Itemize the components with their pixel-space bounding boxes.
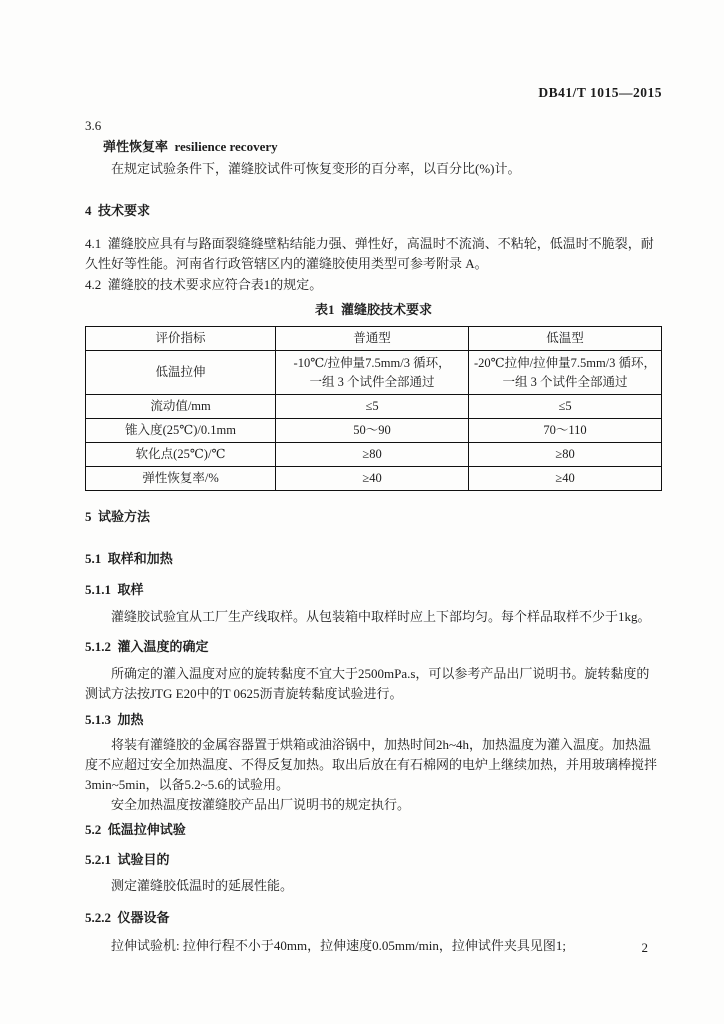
cell-ordinary: 50～90 xyxy=(276,419,469,443)
cell-criteria: 锥入度(25℃)/0.1mm xyxy=(86,419,276,443)
table-row-penetration xyxy=(86,419,662,443)
table-row-low-temp-tension xyxy=(86,351,662,395)
paragraph-3-6-definition: 在规定试验条件下，灌缝胶试件可恢复变形的百分率，以百分比(%)计。 xyxy=(111,161,521,176)
document-code: DB41/T 1015—2015 xyxy=(538,85,662,100)
cell-line: -10℃/拉伸量7.5mm/3 循环， xyxy=(293,355,451,370)
table-row-softening-point xyxy=(86,443,662,467)
table-header-ordinary-type: 普通型 xyxy=(276,327,469,351)
cell-criteria: 弹性恢复率/% xyxy=(86,467,276,491)
table-row-resilience-rate xyxy=(86,467,662,491)
paragraph-5-1-1: 灌缝胶试验宜从工厂生产线取样。从包装箱中取样时应上下部均匀。每个样品取样不少于1kg。 xyxy=(111,609,651,624)
paragraph-4-2: 4.2 灌缝胶的技术要求应符合表1的规定。 xyxy=(85,277,323,292)
section-5-2-heading: 5.2 低温拉伸试验 xyxy=(85,822,186,837)
table-header-lowtemp-type: 低温型 xyxy=(469,327,662,351)
page-number: 2 xyxy=(641,940,648,955)
cell-criteria: 低温拉伸 xyxy=(86,351,276,395)
cell-criteria: 流动值/mm xyxy=(86,395,276,419)
cell-lowtemp: ≤5 xyxy=(469,395,662,419)
section-4-heading: 4 技术要求 xyxy=(85,203,151,218)
cell-ordinary: ≤5 xyxy=(276,395,469,419)
paragraph-5-1-2: 所确定的灌入温度对应的旋转黏度不宜大于2500mPa.s，可以参考产品出厂说明书。旋转黏度的测试方法按JTG E20中的T 0625沥青旋转黏度试验进行。 xyxy=(85,666,650,701)
term-resilience-recovery: 弹性恢复率 resilience recovery xyxy=(103,139,278,154)
cell-criteria: 软化点(25℃)/℃ xyxy=(86,443,276,467)
section-5-1-heading: 5.1 取样和加热 xyxy=(85,551,173,566)
table-row-flow-value xyxy=(86,395,662,419)
section-5-2-2-heading: 5.2.2 仪器设备 xyxy=(85,910,170,925)
cell-ordinary: ≥40 xyxy=(276,467,469,491)
cell-lowtemp: ≥40 xyxy=(469,467,662,491)
section-5-2-1-heading: 5.2.1 试验目的 xyxy=(85,852,170,867)
cell-line: 一组 3 个试件全部通过 xyxy=(309,374,435,389)
cell-line: 一组 3 个试件全部通过 xyxy=(502,374,628,389)
table-1 xyxy=(85,326,662,491)
section-5-1-3-heading: 5.1.3 加热 xyxy=(85,712,144,727)
cell-lowtemp: ≥80 xyxy=(469,443,662,467)
section-5-heading: 5 试验方法 xyxy=(85,509,151,524)
section-5-1-1-heading: 5.1.1 取样 xyxy=(85,582,144,597)
paragraph-5-2-1: 测定灌缝胶低温时的延展性能。 xyxy=(111,878,294,893)
cell-lowtemp: 70～110 xyxy=(469,419,662,443)
cell-lowtemp xyxy=(469,351,662,395)
section-3-6-number: 3.6 xyxy=(85,118,102,133)
cell-ordinary xyxy=(276,351,469,395)
paragraph-5-2-2: 拉伸试验机: 拉伸行程不小于40mm，拉伸速度0.05mm/min，拉伸试件夹具见图1; xyxy=(111,938,567,953)
paragraph-5-1-3-a: 将装有灌缝胶的金属容器置于烘箱或油浴锅中，加热时间2h~4h，加热温度为灌入温度。加热温度不应超过安全加热温度、不得反复加热。取出后放在有石棉网的电炉上继续加热，并用玻璃棒搅拌3min~5min，以备5.2~5.6的试验用。 xyxy=(85,737,658,792)
section-5-1-2-heading: 5.1.2 灌入温度的确定 xyxy=(85,639,209,654)
table-header-criteria: 评价指标 xyxy=(86,327,276,351)
table-header-row xyxy=(86,327,662,351)
cell-line: -20℃拉伸/拉伸量7.5mm/3 循环， xyxy=(473,355,657,370)
paragraph-5-1-3-b: 安全加热温度按灌缝胶产品出厂说明书的规定执行。 xyxy=(111,797,411,812)
table-1-caption: 表1 灌缝胶技术要求 xyxy=(314,302,432,317)
paragraph-4-1: 4.1 灌缝胶应具有与路面裂缝缝壁粘结能力强、弹性好，高温时不流淌、不粘轮，低温时不脆裂，耐久性好等性能。河南省行政管辖区内的灌缝胶使用类型可参考附录 A。 xyxy=(85,236,654,271)
cell-ordinary: ≥80 xyxy=(276,443,469,467)
